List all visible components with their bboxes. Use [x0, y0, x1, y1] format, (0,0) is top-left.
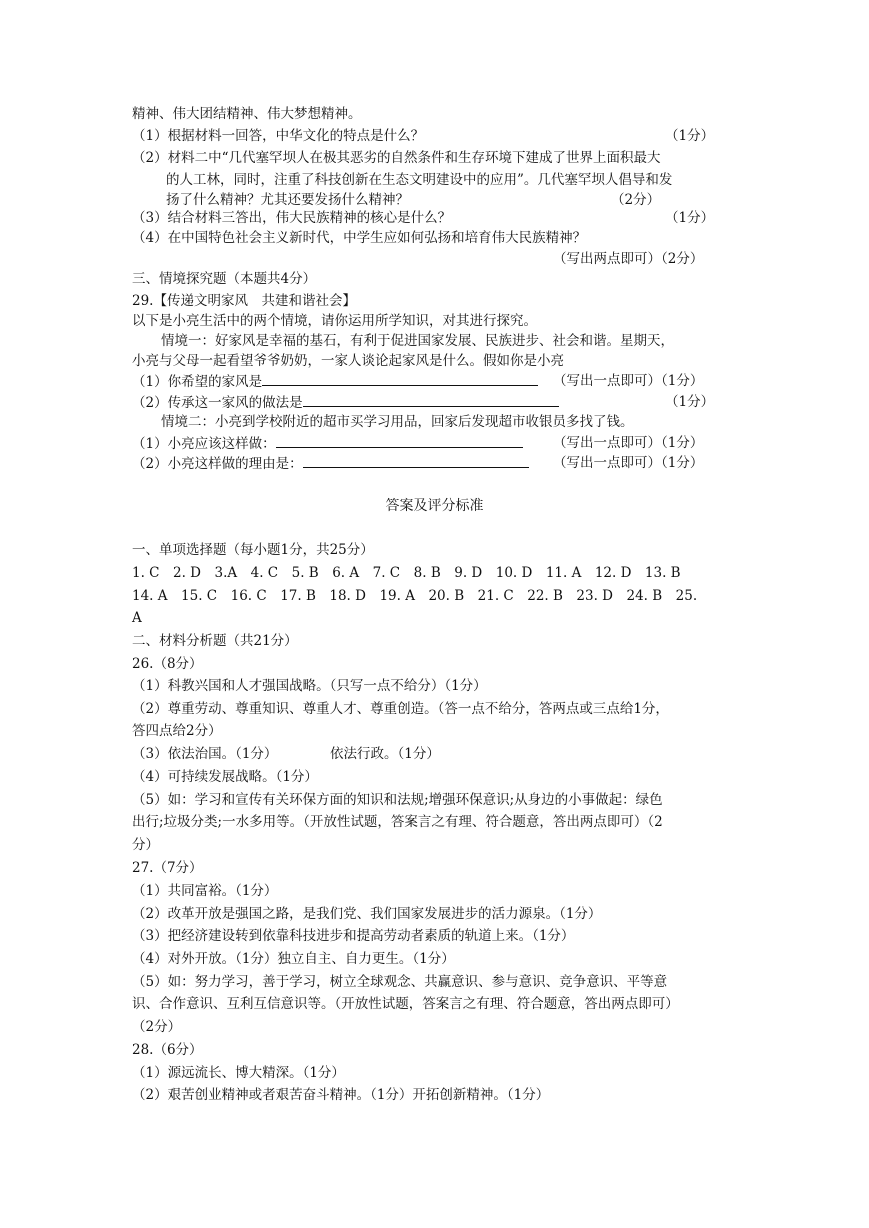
score-label: （1分） — [665, 394, 715, 410]
answer-line: （2）改革开放是强国之路，是我们党、我们国家发展进步的活力源泉。（1分） — [132, 906, 602, 922]
answer-blank[interactable] — [262, 371, 538, 386]
question-2: （2）材料二中“几代塞罕坝人在极其恶劣的自然条件和生存环境下建成了世界上面积最大 — [132, 150, 661, 166]
scenario-1-question-1: （1）你希望的家风是 — [132, 371, 538, 392]
answer-line: 分） — [132, 837, 159, 853]
score-label: （1分） — [665, 128, 715, 144]
question-2-cont: 扬了什么精神？尤其还要发扬什么精神？ — [166, 192, 409, 208]
answer-line: （5）如：学习和宣传有关环保方面的知识和法规;增强环保意识;从身边的小事做起：绿色 — [132, 792, 663, 808]
answer-blank[interactable] — [303, 392, 559, 407]
score-label: （写出一点即可）（1分） — [553, 373, 704, 389]
scenario-1-text: 小亮与父母一起看望爷爷奶奶，一家人谈论起家风是什么。假如你是小亮 — [132, 353, 564, 369]
answer-line: （1）共同富裕。（1分） — [132, 883, 278, 899]
section-heading: 二、材料分析题（共21分） — [132, 633, 298, 649]
answer-line: 依法行政。（1分） — [330, 746, 440, 762]
mc-answers: A — [132, 610, 142, 626]
question-3: （3）结合材料三答出，伟大民族精神的核心是什么？ — [132, 210, 452, 226]
answer-line: （4）对外开放。（1分）独立自主、自力更生。（1分） — [132, 951, 455, 967]
answer-line: （4）可持续发展战略。（1分） — [132, 769, 318, 785]
scenario-2-text: 情境二：小亮到学校附近的超市买学习用品，回家后发现超市收银员多找了钱。 — [161, 414, 634, 430]
answer-line: 识、合作意识、互利互信意识等。（开放性试题，答案言之有理、符合题意，答出两点即可） — [132, 996, 679, 1012]
mc-answers: 1. C 2. D 3.A 4. C 5. B 6. A 7. C 8. B 9. D 10. D 11. A 12. D 13. B — [132, 565, 681, 581]
scenario-1-question-2: （2）传承这一家风的做法是 — [132, 392, 559, 413]
answer-line: （3）把经济建设转到依靠科技进步和提高劳动者素质的轨道上来。（1分） — [132, 928, 575, 944]
text-line: 精神、伟大团结精神、伟大梦想精神。 — [132, 106, 362, 122]
question-29-title: 29.【传递文明家风 共建和谐社会】 — [132, 293, 356, 309]
score-label: （写出一点即可）（1分） — [553, 455, 704, 471]
scenario-2-question-2: （2）小亮这样做的理由是： — [132, 453, 529, 474]
answer-26-heading: 26.（8分） — [132, 656, 203, 672]
score-label: （写出两点即可）（2分） — [553, 251, 704, 267]
answer-line: （2分） — [132, 1019, 182, 1035]
answer-blank[interactable] — [276, 433, 523, 448]
section-heading: 三、情境探究题（本题共4分） — [132, 271, 317, 287]
answer-line: （5）如：努力学习，善于学习，树立全球观念、共赢意识、参与意识、竞争意识、平等意 — [132, 974, 668, 990]
answer-27-heading: 27.（7分） — [132, 860, 203, 876]
score-label: （1分） — [665, 210, 715, 226]
answer-line: （2）艰苦创业精神或者艰苦奋斗精神。（1分）开拓创新精神。（1分） — [132, 1087, 550, 1103]
answer-line: （1）科教兴国和人才强国战略。（只写一点不给分）（1分） — [132, 678, 487, 694]
answer-line: （3）依法治国。（1分） — [132, 746, 278, 762]
score-label: （写出一点即可）（1分） — [553, 435, 704, 451]
question-4: （4）在中国特色社会主义新时代，中学生应如何弘扬和培育伟大民族精神？ — [132, 230, 587, 246]
scenario-1-text: 情境一：好家风是幸福的基石，有利于促进国家发展、民族进步、社会和谐。星期天， — [161, 333, 674, 349]
score-label: （2分） — [611, 192, 661, 208]
answer-line: 出行;垃圾分类;一水多用等。（开放性试题，答案言之有理、符合题意，答出两点即可）（2 — [132, 814, 663, 830]
answer-line: （2）尊重劳动、尊重知识、尊重人才、尊重创造。（答一点不给分，答两点或三点给1分， — [132, 701, 669, 717]
section-heading: 一、单项选择题（每小题1分，共25分） — [132, 542, 374, 558]
answers-title: 答案及评分标准 — [385, 498, 484, 514]
question-2-cont: 的人工林，同时，注重了科技创新在生态文明建设中的应用”。几代塞罕坝人倡导和发 — [166, 172, 673, 188]
answer-line: （1）源远流长、博大精深。（1分） — [132, 1065, 345, 1081]
scenario-2-question-1: （1）小亮应该这样做： — [132, 433, 523, 454]
mc-answers: 14. A 15. C 16. C 17. B 18. D 19. A 20. B 21. C 22. B 23. D 24. B 25. — [132, 588, 698, 604]
answer-blank[interactable] — [303, 453, 529, 468]
answer-28-heading: 28.（6分） — [132, 1042, 203, 1058]
question-1: （1）根据材料一回答，中华文化的特点是什么？ — [132, 128, 425, 144]
answer-line: 答四点给2分） — [132, 723, 222, 739]
intro-text: 以下是小亮生活中的两个情境，请你运用所学知识，对其进行探究。 — [132, 313, 537, 329]
